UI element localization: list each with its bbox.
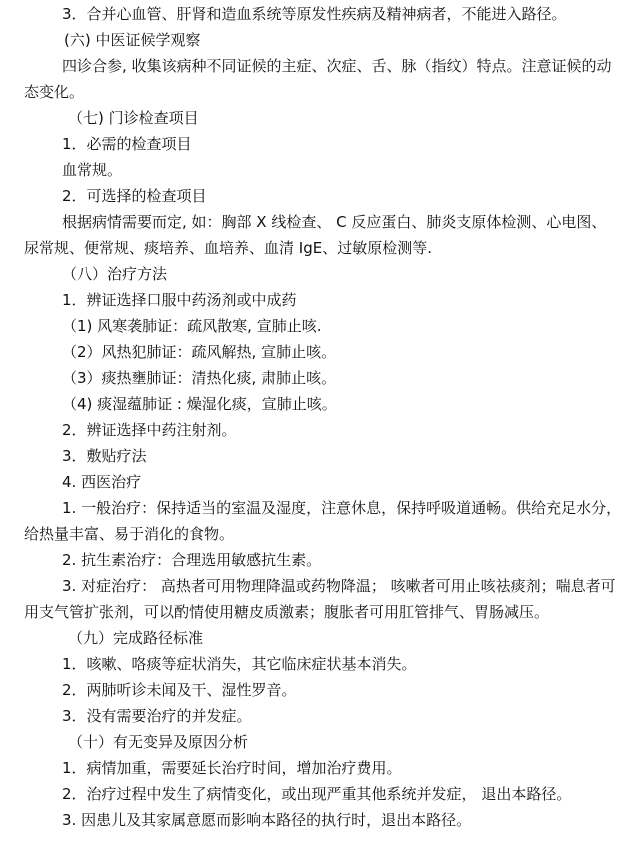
text-line: （4) 痰湿蕴肺证 : 燥湿化痰，宣肺止咳。 <box>62 395 337 413</box>
text-line: 3．敷贴疗法 <box>62 447 147 465</box>
text-line: 态变化。 <box>24 83 85 101</box>
text-line: 1．病情加重，需要延长治疗时间，增加治疗费用。 <box>62 759 402 777</box>
text-line: 2．治疗过程中发生了病情变化，或出现严重其他系统并发症， 退出本路径。 <box>62 785 572 803</box>
section-heading: (六) 中医证候学观察 <box>64 31 201 49</box>
text-line: （3）痰热壅肺证：清热化痰, 肃肺止咳。 <box>62 369 337 387</box>
text-line: 2．辨证选择中药注射剂。 <box>62 421 237 439</box>
text-line: 1. 一般治疗：保持适当的室温及湿度，注意休息，保持呼吸道通畅。供给充足水分， <box>62 499 622 517</box>
text-line: 1．辨证选择口服中药汤剂或中成药 <box>62 291 297 309</box>
text-line: 3．没有需要治疗的并发症。 <box>62 707 252 725</box>
text-line: 3. 因患儿及其家属意愿而影响本路径的执行时，退出本路径。 <box>62 811 472 829</box>
text-line: 3. 对症治疗： 高热者可用物理降温或药物降温； 咳嗽者可用止咳祛痰剂；喘息者可 <box>62 577 616 595</box>
text-line: 1．必需的检查项目 <box>62 135 192 153</box>
text-line: 2. 抗生素治疗：合理选用敏感抗生素。 <box>62 551 322 569</box>
text-line: 用支气管扩张剂，可以酌情使用糖皮质激素；腹胀者可用肛管排气、胃肠减压。 <box>24 603 550 621</box>
section-heading: （十）有无变异及原因分析 <box>68 733 249 751</box>
section-heading: （九）完成路径标准 <box>68 629 204 647</box>
section-heading: （八）治疗方法 <box>62 265 168 283</box>
text-line: 根据病情需要而定, 如：胸部 X 线检查、 C 反应蛋白、肺炎支原体检测、心电图、 <box>62 213 607 231</box>
text-line: 3．合并心血管、肝肾和造血系统等原发性疾病及精神病者，不能进入路径。 <box>62 5 567 23</box>
text-line: 给热量丰富、易于消化的食物。 <box>24 525 235 543</box>
text-line: （1) 风寒袭肺证：疏风散寒, 宣肺止咳. <box>62 317 322 335</box>
text-line: 尿常规、便常规、痰培养、血培养、血清 IgE、过敏原检测等. <box>24 239 432 257</box>
text-line: 血常规。 <box>62 161 123 179</box>
text-line: 2．两肺听诊未闻及干、湿性罗音。 <box>62 681 297 699</box>
section-heading: （七) 门诊检查项目 <box>68 109 199 127</box>
text-line: 1．咳嗽、咯痰等症状消失，其它临床症状基本消失。 <box>62 655 417 673</box>
text-line: 2．可选择的检查项目 <box>62 187 207 205</box>
text-line: 4. 西医治疗 <box>62 473 142 491</box>
text-line: （2）风热犯肺证：疏风解热, 宣肺止咳。 <box>62 343 337 361</box>
text-line: 四诊合参, 收集该病种不同证候的主症、次症、舌、脉（指纹）特点。注意证候的动 <box>62 57 612 75</box>
